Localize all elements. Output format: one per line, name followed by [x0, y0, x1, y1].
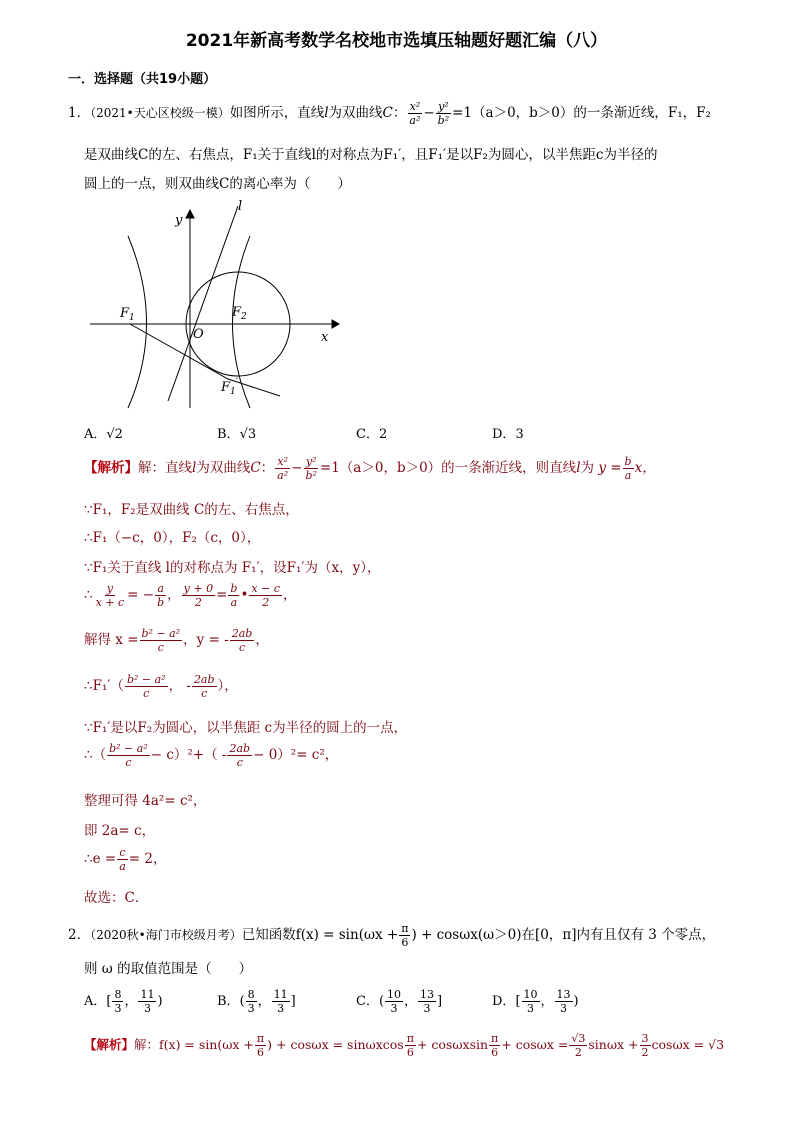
q1-sol-l8: ∴（ $\frac{\text{b² − a²}}{c}$ − c）²+（ - $\frac{2ab}{c}$ − 0）²= c²， [84, 742, 339, 769]
fig-F1p-label: $F_1'$ [221, 377, 239, 397]
q2-option-b: B．( $\frac{8}{3}$ ， $\frac{11}{3}$ ] [217, 988, 296, 1015]
q1-var-l: l [324, 105, 329, 121]
q1-text-b: 为双曲线 [328, 105, 383, 121]
q1-option-c: C．2 [356, 427, 388, 442]
q1-source: （2021•天心区校级一模） [90, 106, 230, 120]
fig-y-label: y [175, 213, 183, 228]
fig-x-label: x [321, 330, 329, 345]
q1-option-d: D．3 [492, 427, 524, 442]
fig-F1-label: $F_1$ [120, 306, 135, 323]
q2-solution: 【解析】解：f(x) = sin(ωx + $\frac{\pi}{6}$ ) + cosωx = sinωxcos $\frac{\pi}{6}$ + cosωxsin $\frac{\pi}{6}$ + cosωx = $\frac{√3}{2}$ sinωx + $\frac{3}{2}$ cosωx = √3 [84, 1032, 725, 1059]
q1-sol-l12: 故选：C． [84, 890, 149, 906]
q1-sol-l9: 整理可得 4a²= c²， [84, 793, 207, 809]
q1-sol-l5: 解得 x = $\frac{\text{b² − a²}}{c}$ ，y = - $\frac{2ab}{c}$ ， [84, 627, 269, 654]
q1-line2: 是双曲线C的左、右焦点，F₁关于直线l的对称点为F₁′，且F₁′是以F₂为圆心，以半焦距c为半径的 [84, 147, 658, 163]
fig-F2-label: $F_2$ [232, 305, 247, 322]
q2-option-a: A．[ $\frac{8}{3}$ ， $\frac{11}{3}$ ) [84, 988, 163, 1015]
page-title: 2021年新高考数学名校地市选填压轴题好题汇编（八） [185, 31, 608, 51]
q1-sol-l7: ∵F₁′是以F₂为圆心，以半焦距 c为半径的圆上的一点， [84, 720, 408, 736]
q2-source: （2020秋•海门市校级月考） [90, 928, 242, 942]
q1-frac-y: $\frac{\text{y²}}{\text{b²}}$ [437, 100, 450, 127]
q1-eq-rhs: =1（a＞0，b＞0） [452, 105, 574, 121]
q1-var-C: C [382, 105, 393, 121]
q1-line3: 圆上的一点，则双曲线C的离心率为（ ） [84, 176, 351, 192]
asymptote-line-l [168, 206, 238, 401]
q1-option-b: B．√3 [217, 427, 257, 442]
reflection-segments [130, 324, 280, 396]
q1-line1 [68, 100, 711, 127]
fig-O-label: O [193, 327, 204, 342]
q2-option-d: D．[ $\frac{10}{3}$ ， $\frac{13}{3}$ ) [492, 988, 579, 1015]
q1-sol-l2: ∴F₁（−c，0），F₂（c，0）， [84, 530, 261, 546]
q1-sol-l11: ∴e = $\frac{c}{a}$ = 2， [84, 846, 167, 873]
section-heading: 一．选择题（共19小题） [68, 72, 217, 87]
q1-colon: ： [392, 105, 407, 121]
q1-frac-x: $\frac{\text{x²}}{\text{a²}}$ [409, 100, 421, 127]
q1-sol-l10: 即 2a= c， [84, 823, 156, 839]
q2-number: 2． [68, 927, 91, 943]
q1-option-a: A．√2 [84, 427, 123, 442]
q2-line2: 则 ω 的取值范围是（ ） [84, 961, 253, 977]
fig-l-label: l [238, 199, 243, 214]
q1-sol-l6: ∴F₁′（ $\frac{\text{b² − a²}}{c}$ ， - $\frac{2ab}{c}$ ）， [84, 673, 238, 700]
x-axis-arrow-icon [332, 320, 339, 328]
q1-figure [80, 196, 350, 411]
q1-sol-l3: ∵F₁关于直线 l的对称点为 F₁′，设F₁′为（x，y）， [84, 560, 381, 576]
q1-text-a: 如图所示，直线 [229, 105, 325, 121]
solution-label: 【解析】 [84, 1037, 135, 1052]
q2-line1: 2．（2020秋•海门市校级月考）已知函数f(x) = sin(ωx + $\frac{\pi}{6}$ ) + cosωx(ω＞0)在[0，π]内有且仅有 3 个零点， [68, 922, 716, 949]
q1-text-c: 的一条渐近线，F₁，F₂ [573, 105, 711, 121]
solution-label: 【解析】 [84, 460, 138, 476]
q1-sol-l1: ∵F₁，F₂是双曲线 C的左、右焦点， [84, 502, 299, 518]
q2-option-c: C．( $\frac{10}{3}$ ， $\frac{13}{3}$ ] [356, 988, 443, 1015]
y-axis-arrow-icon [186, 210, 194, 218]
q1-solution-head: 【解析】解：直线l为双曲线C： $\frac{\text{x²}}{\text{a²}}$ − $\frac{\text{y²}}{\text{b²}}$ =1（a＞0，b＞0）的一条渐近线，则直线l为 y = $\frac{b}{a}$ x， [84, 455, 656, 482]
q1-sol-l4: ∴ $\frac{y}{x + c}$ = − $\frac{a}{b}$ ， $\frac{y + 0}{2}$ = $\frac{b}{a}$ • $\frac{x - c}{2}$ ， [84, 582, 297, 609]
q1-number: 1． [68, 105, 91, 121]
q1-minus: − [423, 105, 435, 121]
